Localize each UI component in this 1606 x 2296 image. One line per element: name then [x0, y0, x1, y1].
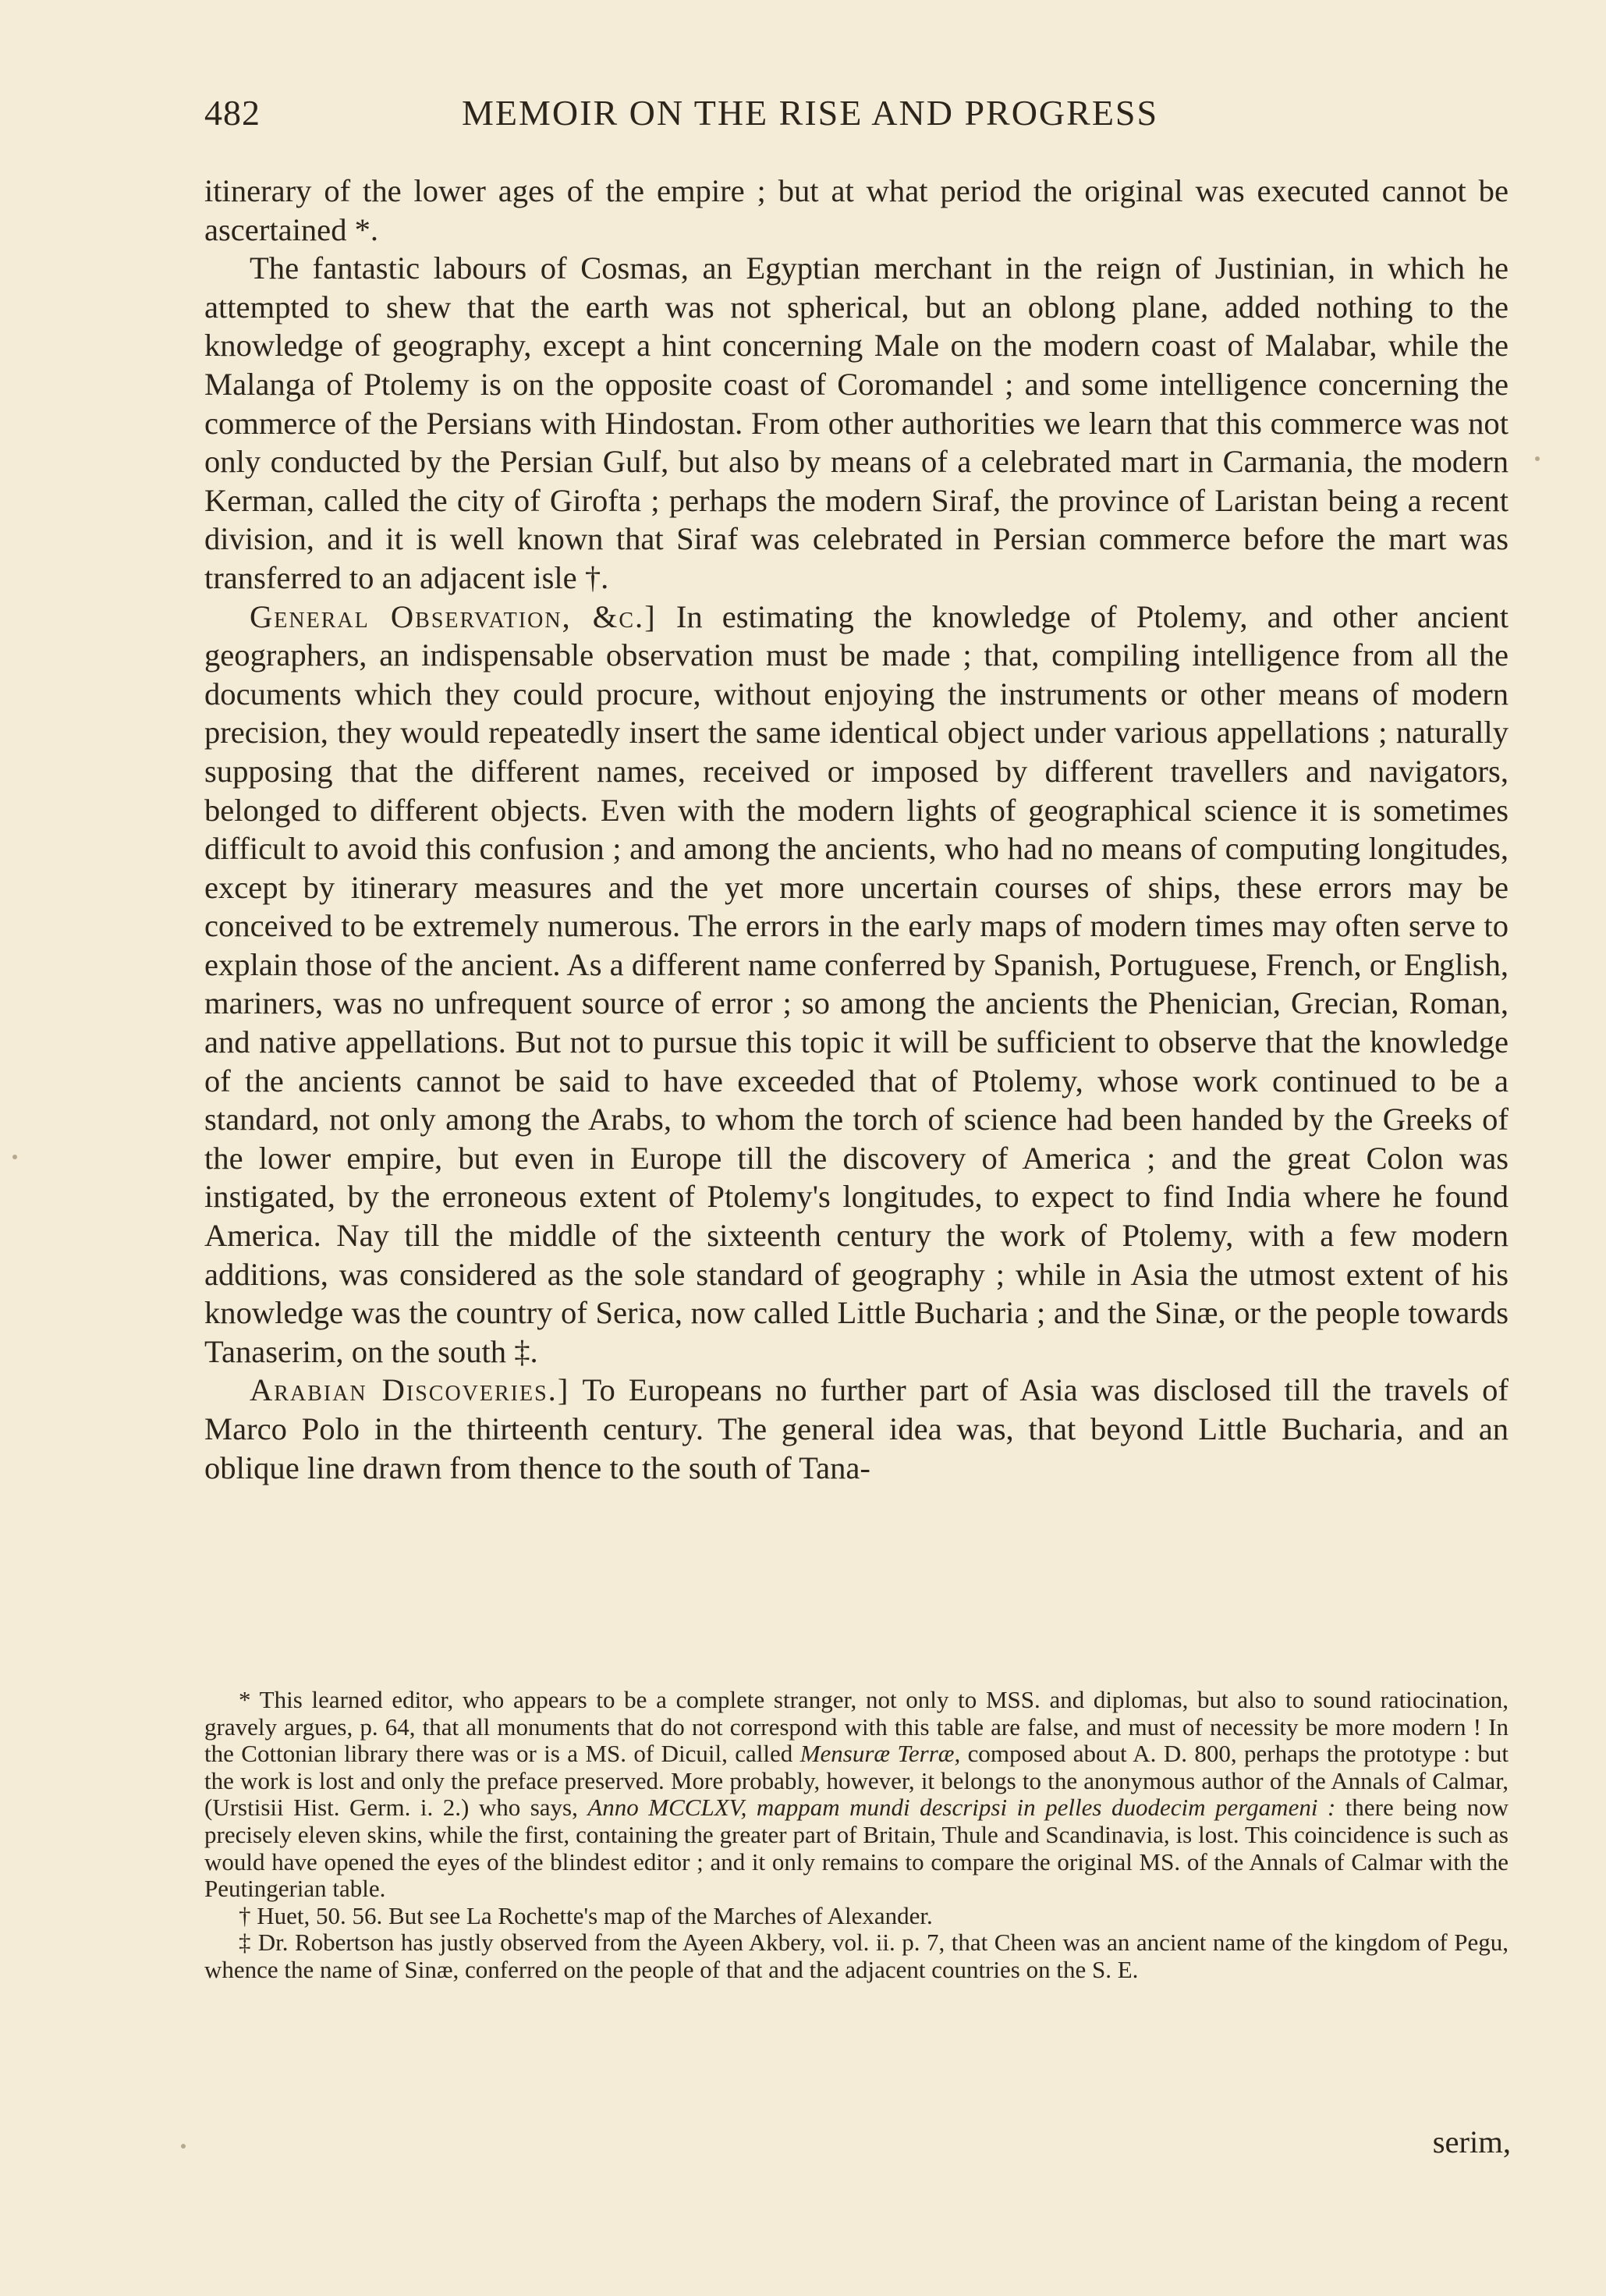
footnote-dagger: † Huet, 50. 56. But see La Rochette's map of the Marches of Alexander.: [239, 1901, 933, 1929]
footnote-asterisk: [204, 1687, 1509, 1903]
running-title: MEMOIR ON THE RISE AND PROGRESS: [462, 93, 1159, 133]
footnote-italic-mensurae: Mensuræ Terræ,: [799, 1740, 961, 1768]
footnote-asterisk-part-1: * This learned editor, who appears to be a complete stranger, not only to MSS. and diplomas, but also to sound ratiocination, gravely argues, p. 64, that all monuments that do not correspond with this table are false, and must of necessity be more modern ! In the Cottonian library there was or is a MS. of Dicuil, called: [204, 1686, 1509, 1768]
page-number: 482: [204, 93, 261, 133]
footnote-asterisk-part-2: composed about A. D. 800, perhaps the prototype : but the work is lost and only the preface preserved. More probably, however, it belongs to the anonymous author of the Annals of Calmar, (Urstisii Hist. Germ. i. 2.) who says,: [204, 1740, 1509, 1822]
page-header: [204, 92, 1515, 139]
paragraph-general-observation: [204, 598, 1509, 1372]
section-heading-arabian-discoveries: Arabian Discoveries.]: [250, 1372, 570, 1408]
footnotes: [204, 1687, 1509, 1984]
footnote-double-dagger: ‡ Dr. Robertson has justly observed from the Ayeen Akbery, vol. ii. p. 7, that Cheen was an ancient name of the kingdom of Pegu, whence the name of Sinæ, conferred on the people of that and the adjacent countries on the S. E.: [204, 1929, 1509, 1983]
paragraph-cosmas: The fantastic labours of Cosmas, an Egyptian merchant in the reign of Justinian, in which he attempted to shew that the earth was not spherical, but an oblong plane, added nothing to the knowledge of geography, except a hint concerning Male on the modern coast of Malabar, while the Malanga of Ptolemy is on the opposite coast of Coromandel ; and some intelligence concerning the commerce of the Persians with Hindostan. From other authorities we learn that this commerce was not only conducted by the Persian Gulf, but also by means of a celebrated mart in Carmania, the modern Kerman, called the city of Girofta ; perhaps the modern Siraf, the province of Laristan being a recent division, and it is well known that Siraf was celebrated in Persian commerce before the mart was transferred to an adjacent isle †.: [204, 250, 1509, 595]
footnote-asterisk-part-3: there being now precisely eleven skins, while the first, containing the greater part of Britain, Thule and Scandinavia, is lost. This coincidence is such as would have opened the eyes of the blindest editor ; and it only remains to compare the original MS. of the Annals of Calmar with the Peutingerian table.: [204, 1794, 1509, 1903]
paragraph-itinerary: itinerary of the lower ages of the empire ; but at what period the original was executed cannot be ascertained *.: [204, 173, 1509, 247]
paragraph-arabian-discoveries: [204, 1371, 1509, 1487]
paper-speck: [181, 2144, 186, 2149]
paragraph-general-observation-text: In estimating the knowledge of Ptolemy, and other ancient geographers, an indispensable observation must be made ; that, compiling intelligence from all the documents which they could procure, without enjoying the instruments or other means of modern precision, they would repeatedly insert the same identical object under various appellations ; naturally supposing that the different names, received or imposed by different travellers and navigators, belonged to different objects. Even with the modern lights of geographical science it is sometimes difficult to avoid this confusion ; and among the ancients, who had no means of computing longitudes, except by itinerary measures and the yet more uncertain courses of ships, these errors may be conceived to be extremely numerous. The errors in the early maps of modern times may often serve to explain those of the ancient. As a different name conferred by Spanish, Portuguese, French, or English, mariners, was no unfrequent source of error ; so among the ancients the Phenician, Grecian, Roman, and native appellations. But not to pursue this topic it will be sufficient to observe that the knowledge of the ancients cannot be said to have exceeded that of Ptolemy, whose work continued to be a standard, not only among the Arabs, to whom the torch of science had been handed by the Greeks of the lower empire, but even in Europe till the discovery of America ; and the great Colon was instigated, by the erroneous extent of Ptolemy's longitudes, to expect to find India where he found America. Nay till the middle of the sixteenth century the work of Ptolemy, with a few modern additions, was considered as the sole standard of geography ; while in Asia the utmost extent of his knowledge was the country of Serica, now called Little Bucharia ; and the Sinæ, or the people towards Tanaserim, on the south ‡.: [204, 598, 1509, 1369]
paragraph-arabian-discoveries-text: To Europeans no further part of Asia was disclosed till the travels of Marco Polo in the thirteenth century. The general idea was, that beyond Little Bucharia, and an oblique line drawn from thence to the south of Tana-: [204, 1372, 1509, 1485]
paper-speck: [1535, 456, 1540, 461]
footnote-italic-anno: Anno MCCLXV, mappam mundi descripsi in pelles duodecim pergameni :: [587, 1794, 1336, 1822]
body-text: [204, 172, 1509, 1487]
section-heading-general-observation: General Observation, &c.]: [250, 598, 657, 634]
catchword: serim,: [1432, 2124, 1511, 2159]
paper-speck: [12, 1155, 17, 1159]
